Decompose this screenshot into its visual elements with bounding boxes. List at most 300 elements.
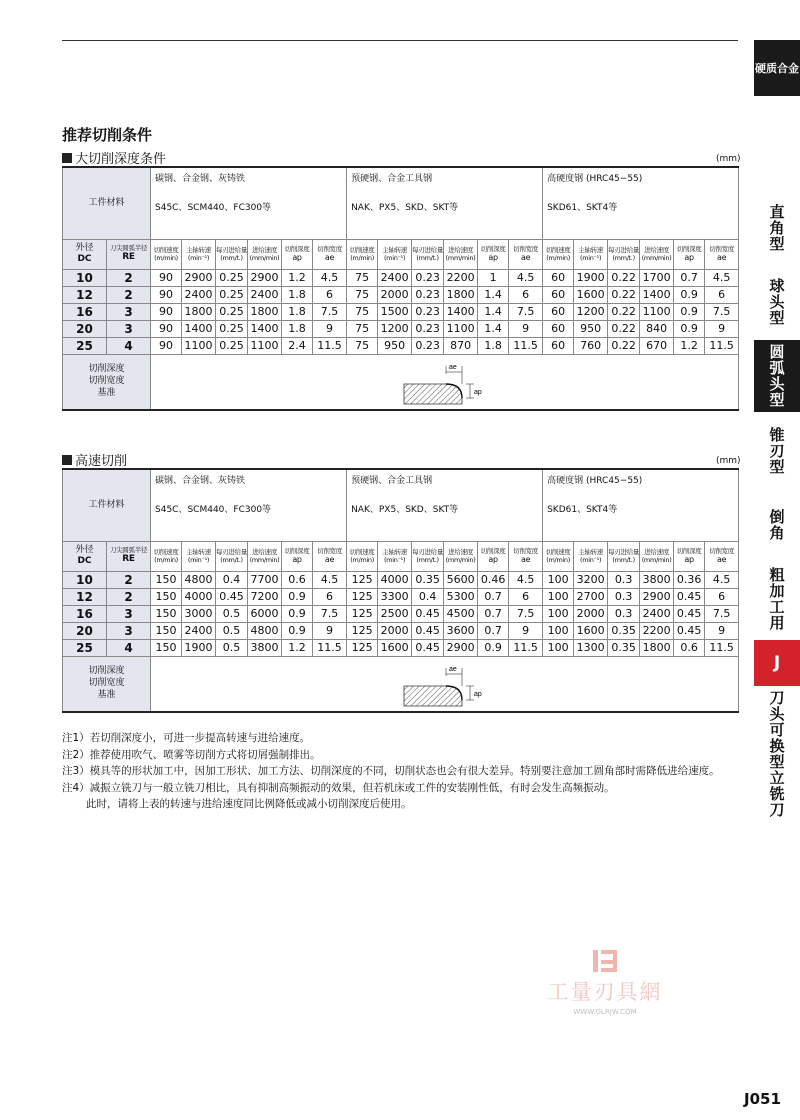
value-cell: 100 xyxy=(543,605,574,622)
column-header-feed-per-tooth: 每刃进给量 (mm/t.) xyxy=(216,541,248,571)
dc-cell: 25 xyxy=(63,337,107,354)
material-group: 预硬钢、合金工具钢 NAK、PX5、SKD、SKT等 xyxy=(347,469,543,541)
ae-label: ae xyxy=(448,665,457,673)
top-rule xyxy=(62,40,738,41)
value-cell: 4500 xyxy=(444,605,478,622)
value-cell: 1700 xyxy=(640,269,674,286)
column-header-speed: 切削速度 (m/min) xyxy=(151,541,182,571)
value-cell: 150 xyxy=(151,605,182,622)
column-header-ap: 切削深度 ap xyxy=(282,541,313,571)
side-tab-carbide[interactable]: 硬质合金 xyxy=(754,40,800,96)
cutting-conditions-table xyxy=(62,468,739,713)
value-cell: 60 xyxy=(543,286,574,303)
column-header-speed: 切削速度 (m/min) xyxy=(543,239,574,269)
data-rows xyxy=(63,571,739,656)
material-group: 碳钢、合金钢、灰铸铁 S45C、SCM440、FC300等 xyxy=(151,469,347,541)
column-header-ap: 切削深度 ap xyxy=(674,239,705,269)
value-cell: 7200 xyxy=(248,588,282,605)
value-cell: 1.8 xyxy=(282,286,313,303)
value-cell: 11.5 xyxy=(705,639,739,656)
value-cell: 1100 xyxy=(640,303,674,320)
side-tab-chamfer[interactable]: 倒角 xyxy=(767,509,786,541)
value-cell: 0.7 xyxy=(478,622,509,639)
value-cell: 1.8 xyxy=(282,320,313,337)
value-cell: 0.45 xyxy=(412,622,444,639)
re-cell: 2 xyxy=(107,286,151,303)
value-cell: 4.5 xyxy=(705,269,739,286)
value-cell: 1200 xyxy=(574,303,608,320)
value-cell: 9 xyxy=(509,320,543,337)
value-cell: 4800 xyxy=(182,571,216,588)
value-cell: 100 xyxy=(543,639,574,656)
cutting-depth-diagram xyxy=(390,664,500,708)
column-header-ae: 切削宽度 ae xyxy=(313,541,347,571)
value-cell: 11.5 xyxy=(313,337,347,354)
cutting-conditions-table xyxy=(62,166,739,411)
value-cell: 125 xyxy=(347,622,378,639)
value-cell: 1800 xyxy=(182,303,216,320)
value-cell: 75 xyxy=(347,320,378,337)
value-cell: 4000 xyxy=(182,588,216,605)
notes xyxy=(62,730,720,813)
value-cell: 2400 xyxy=(248,286,282,303)
re-cell: 4 xyxy=(107,337,151,354)
dc-header: 外径 DC xyxy=(63,541,107,571)
re-cell: 2 xyxy=(107,571,151,588)
column-header-ae: 切削宽度 ae xyxy=(509,541,543,571)
value-cell: 0.4 xyxy=(412,588,444,605)
value-cell: 9 xyxy=(509,622,543,639)
value-cell: 0.5 xyxy=(216,639,248,656)
re-cell: 3 xyxy=(107,303,151,320)
side-tab-square[interactable]: 直角型 xyxy=(767,204,786,252)
value-cell: 5600 xyxy=(444,571,478,588)
value-cell: 2500 xyxy=(378,605,412,622)
value-cell: 3600 xyxy=(444,622,478,639)
value-cell: 11.5 xyxy=(313,639,347,656)
value-cell: 11.5 xyxy=(509,337,543,354)
value-cell: 9 xyxy=(313,320,347,337)
column-header-feed-per-tooth: 每刃进给量 (mm/t.) xyxy=(412,239,444,269)
value-cell: 2400 xyxy=(640,605,674,622)
value-cell: 0.3 xyxy=(608,571,640,588)
value-cell: 1400 xyxy=(444,303,478,320)
material-header: 工件材料 xyxy=(63,167,151,239)
dc-cell: 16 xyxy=(63,605,107,622)
re-cell: 4 xyxy=(107,639,151,656)
re-cell: 3 xyxy=(107,622,151,639)
value-cell: 2000 xyxy=(574,605,608,622)
value-cell: 0.25 xyxy=(216,337,248,354)
value-cell: 2200 xyxy=(444,269,478,286)
table-row xyxy=(63,303,739,320)
logo-mark-icon xyxy=(589,948,621,974)
reference-diagram-cell xyxy=(151,354,739,410)
value-cell: 150 xyxy=(151,588,182,605)
value-cell: 6 xyxy=(705,286,739,303)
column-header-feed-rate: 进给速度 (mm/min) xyxy=(248,239,282,269)
note-item: 此时，请将上表的转速与进给速度同比例降低或减小切削深度后使用。 xyxy=(86,798,412,810)
material-group: 高硬度钢 (HRC45−55) SKD61、SKT4等 xyxy=(543,167,739,239)
value-cell: 150 xyxy=(151,571,182,588)
column-header-rpm: 主轴转速 (min⁻¹) xyxy=(182,541,216,571)
value-cell: 1400 xyxy=(640,286,674,303)
column-header-rpm: 主轴转速 (min⁻¹) xyxy=(378,239,412,269)
value-cell: 100 xyxy=(543,588,574,605)
value-cell: 0.23 xyxy=(412,320,444,337)
value-cell: 1200 xyxy=(378,320,412,337)
column-header-feed-per-tooth: 每刃进给量 (mm/t.) xyxy=(608,541,640,571)
re-header: 刀尖圆弧半径 RE xyxy=(107,239,151,269)
column-header-ae: 切削宽度 ae xyxy=(705,239,739,269)
value-cell: 0.22 xyxy=(608,286,640,303)
ap-label: ap xyxy=(473,690,482,698)
value-cell: 1300 xyxy=(574,639,608,656)
value-cell: 1600 xyxy=(378,639,412,656)
re-cell: 2 xyxy=(107,588,151,605)
value-cell: 0.25 xyxy=(216,286,248,303)
value-cell: 1400 xyxy=(248,320,282,337)
value-cell: 0.22 xyxy=(608,303,640,320)
value-cell: 2900 xyxy=(444,639,478,656)
value-cell: 90 xyxy=(151,337,182,354)
column-header-ae: 切削宽度 ae xyxy=(705,541,739,571)
value-cell: 4.5 xyxy=(705,571,739,588)
value-cell: 1.8 xyxy=(282,303,313,320)
value-cell: 2700 xyxy=(574,588,608,605)
value-cell: 0.25 xyxy=(216,320,248,337)
re-cell: 2 xyxy=(107,269,151,286)
value-cell: 4.5 xyxy=(509,571,543,588)
value-cell: 1800 xyxy=(248,303,282,320)
value-cell: 7.5 xyxy=(313,605,347,622)
ae-label: ae xyxy=(448,363,457,371)
column-header-feed-rate: 进给速度 (mm/min) xyxy=(640,541,674,571)
value-cell: 0.45 xyxy=(216,588,248,605)
value-cell: 125 xyxy=(347,605,378,622)
value-cell: 0.45 xyxy=(674,622,705,639)
value-cell: 6000 xyxy=(248,605,282,622)
value-cell: 0.5 xyxy=(216,605,248,622)
column-header-speed: 切削速度 (m/min) xyxy=(347,541,378,571)
value-cell: 0.25 xyxy=(216,303,248,320)
value-cell: 4800 xyxy=(248,622,282,639)
value-cell: 7.5 xyxy=(705,605,739,622)
column-header-feed-per-tooth: 每刃进给量 (mm/t.) xyxy=(412,541,444,571)
value-cell: 0.9 xyxy=(674,303,705,320)
value-cell: 4.5 xyxy=(313,571,347,588)
column-header-rpm: 主轴转速 (min⁻¹) xyxy=(574,541,608,571)
value-cell: 0.5 xyxy=(216,622,248,639)
dc-cell: 16 xyxy=(63,303,107,320)
value-cell: 5300 xyxy=(444,588,478,605)
value-cell: 1.2 xyxy=(282,639,313,656)
value-cell: 0.9 xyxy=(282,588,313,605)
column-header-feed-rate: 进给速度 (mm/min) xyxy=(444,239,478,269)
value-cell: 1.4 xyxy=(478,286,509,303)
value-cell: 2900 xyxy=(640,588,674,605)
value-cell: 1.2 xyxy=(674,337,705,354)
column-header-speed: 切削速度 (m/min) xyxy=(543,541,574,571)
value-cell: 2400 xyxy=(182,286,216,303)
value-cell: 7.5 xyxy=(509,605,543,622)
section-title: 大切削深度条件 xyxy=(62,148,166,167)
side-tab-indexable[interactable]: 刀头可换型立铣刀 xyxy=(767,690,786,818)
column-header-feed-rate: 进给速度 (mm/min) xyxy=(248,541,282,571)
value-cell: 0.22 xyxy=(608,337,640,354)
value-cell: 3300 xyxy=(378,588,412,605)
side-tab-roughing[interactable]: 粗加工用 xyxy=(767,567,786,631)
value-cell: 0.45 xyxy=(412,605,444,622)
reference-label: 切削深度 切削宽度 基准 xyxy=(63,656,151,712)
value-cell: 1.8 xyxy=(478,337,509,354)
value-cell: 6 xyxy=(313,286,347,303)
watermark-text: 工量刃具網 xyxy=(547,980,663,1004)
value-cell: 0.9 xyxy=(478,639,509,656)
value-cell: 1100 xyxy=(248,337,282,354)
value-cell: 6 xyxy=(509,286,543,303)
value-cell: 6 xyxy=(705,588,739,605)
note-item: 注4）减振立铣刀与一般立铣刀相比，具有抑制高频振动的效果，但若机床或工件的安装刚性低，有时会发生高频振动。 xyxy=(62,781,615,794)
value-cell: 3000 xyxy=(182,605,216,622)
value-cell: 1.4 xyxy=(478,303,509,320)
column-header-rpm: 主轴转速 (min⁻¹) xyxy=(182,239,216,269)
value-cell: 9 xyxy=(705,320,739,337)
value-cell: 870 xyxy=(444,337,478,354)
dc-cell: 20 xyxy=(63,320,107,337)
value-cell: 1400 xyxy=(182,320,216,337)
value-cell: 950 xyxy=(378,337,412,354)
dc-header: 外径 DC xyxy=(63,239,107,269)
value-cell: 7.5 xyxy=(705,303,739,320)
dc-cell: 25 xyxy=(63,639,107,656)
square-bullet-icon xyxy=(62,153,72,163)
value-cell: 0.7 xyxy=(674,269,705,286)
value-cell: 75 xyxy=(347,303,378,320)
value-cell: 6 xyxy=(509,588,543,605)
value-cell: 0.7 xyxy=(478,605,509,622)
value-cell: 150 xyxy=(151,639,182,656)
column-header-rpm: 主轴转速 (min⁻¹) xyxy=(378,541,412,571)
column-header-feed-rate: 进给速度 (mm/min) xyxy=(640,239,674,269)
value-cell: 0.23 xyxy=(412,303,444,320)
value-cell: 2400 xyxy=(378,269,412,286)
dc-cell: 20 xyxy=(63,622,107,639)
value-cell: 1600 xyxy=(574,286,608,303)
value-cell: 0.9 xyxy=(282,605,313,622)
value-cell: 125 xyxy=(347,588,378,605)
value-cell: 0.35 xyxy=(608,622,640,639)
value-cell: 6 xyxy=(313,588,347,605)
page-title: 推荐切削条件 xyxy=(62,126,153,144)
value-cell: 1100 xyxy=(444,320,478,337)
column-header-ap: 切削深度 ap xyxy=(674,541,705,571)
value-cell: 3800 xyxy=(640,571,674,588)
value-cell: 4.5 xyxy=(509,269,543,286)
value-cell: 0.9 xyxy=(674,286,705,303)
value-cell: 60 xyxy=(543,269,574,286)
watermark-url: WWW.GLRJW.COM xyxy=(573,1008,637,1016)
watermark-logo xyxy=(589,948,621,974)
re-cell: 3 xyxy=(107,605,151,622)
value-cell: 60 xyxy=(543,337,574,354)
value-cell: 2200 xyxy=(640,622,674,639)
side-tab-j[interactable]: J xyxy=(754,640,800,686)
value-cell: 1 xyxy=(478,269,509,286)
value-cell: 1600 xyxy=(574,622,608,639)
value-cell: 75 xyxy=(347,337,378,354)
value-cell: 760 xyxy=(574,337,608,354)
table-row xyxy=(63,639,739,656)
cutting-depth-diagram xyxy=(390,362,500,406)
note-item: 注1）若切削深度小，可进一步提高转速与进给速度。 xyxy=(62,732,311,744)
value-cell: 1900 xyxy=(182,639,216,656)
reference-diagram-cell xyxy=(151,656,739,712)
value-cell: 9 xyxy=(705,622,739,639)
page-number: J051 xyxy=(744,1090,781,1108)
value-cell: 0.22 xyxy=(608,320,640,337)
ap-label: ap xyxy=(473,388,482,396)
column-header-feed-per-tooth: 每刃进给量 (mm/t.) xyxy=(608,239,640,269)
value-cell: 75 xyxy=(347,286,378,303)
value-cell: 0.3 xyxy=(608,605,640,622)
value-cell: 2400 xyxy=(182,622,216,639)
material-header: 工件材料 xyxy=(63,469,151,541)
side-tab-radius[interactable]: 圆弧头型 xyxy=(754,340,800,412)
value-cell: 0.23 xyxy=(412,286,444,303)
table-row xyxy=(63,269,739,286)
column-header-ap: 切削深度 ap xyxy=(478,541,509,571)
value-cell: 0.9 xyxy=(282,622,313,639)
value-cell: 1900 xyxy=(574,269,608,286)
re-header: 刀尖圆弧半径 RE xyxy=(107,541,151,571)
value-cell: 1800 xyxy=(444,286,478,303)
unit-label: (mm) xyxy=(716,154,741,164)
reference-label: 切削深度 切削宽度 基准 xyxy=(63,354,151,410)
value-cell: 670 xyxy=(640,337,674,354)
value-cell: 0.4 xyxy=(216,571,248,588)
value-cell: 0.22 xyxy=(608,269,640,286)
value-cell: 75 xyxy=(347,269,378,286)
value-cell: 4000 xyxy=(378,571,412,588)
re-cell: 3 xyxy=(107,320,151,337)
value-cell: 840 xyxy=(640,320,674,337)
value-cell: 2900 xyxy=(248,269,282,286)
value-cell: 1.4 xyxy=(478,320,509,337)
value-cell: 1500 xyxy=(378,303,412,320)
table-row xyxy=(63,605,739,622)
value-cell: 950 xyxy=(574,320,608,337)
value-cell: 100 xyxy=(543,571,574,588)
value-cell: 60 xyxy=(543,303,574,320)
value-cell: 0.23 xyxy=(412,269,444,286)
column-header-speed: 切削速度 (m/min) xyxy=(151,239,182,269)
value-cell: 0.7 xyxy=(478,588,509,605)
column-header-speed: 切削速度 (m/min) xyxy=(347,239,378,269)
side-tab-taper[interactable]: 锥刃型 xyxy=(767,427,786,475)
table-row xyxy=(63,337,739,354)
table-row xyxy=(63,571,739,588)
value-cell: 2000 xyxy=(378,286,412,303)
value-cell: 4.5 xyxy=(313,269,347,286)
column-header-ae: 切削宽度 ae xyxy=(313,239,347,269)
material-group: 预硬钢、合金工具钢 NAK、PX5、SKD、SKT等 xyxy=(347,167,543,239)
value-cell: 1.2 xyxy=(282,269,313,286)
watermark xyxy=(540,948,670,1016)
note-item: 注3）模具等的形状加工中，因加工形状、加工方法、切削深度的不同，切削状态也会有很大差异。特别要注意加工圆角部时需降低进给速度。 xyxy=(62,765,720,777)
column-header-ap: 切削深度 ap xyxy=(282,239,313,269)
value-cell: 7.5 xyxy=(509,303,543,320)
value-cell: 2900 xyxy=(182,269,216,286)
value-cell: 0.25 xyxy=(216,269,248,286)
dc-cell: 12 xyxy=(63,588,107,605)
column-header-ae: 切削宽度 ae xyxy=(509,239,543,269)
column-header-feed-per-tooth: 每刃进给量 (mm/t.) xyxy=(216,239,248,269)
value-cell: 9 xyxy=(313,622,347,639)
value-cell: 90 xyxy=(151,320,182,337)
value-cell: 11.5 xyxy=(509,639,543,656)
section-title: 高速切削 xyxy=(62,450,127,469)
value-cell: 0.36 xyxy=(674,571,705,588)
table-row xyxy=(63,588,739,605)
material-group: 碳钢、合金钢、灰铸铁 S45C、SCM440、FC300等 xyxy=(151,167,347,239)
value-cell: 90 xyxy=(151,286,182,303)
material-group: 高硬度钢 (HRC45−55) SKD61、SKT4等 xyxy=(543,469,739,541)
value-cell: 150 xyxy=(151,622,182,639)
value-cell: 0.6 xyxy=(282,571,313,588)
value-cell: 100 xyxy=(543,622,574,639)
value-cell: 125 xyxy=(347,571,378,588)
value-cell: 3800 xyxy=(248,639,282,656)
value-cell: 60 xyxy=(543,320,574,337)
dc-cell: 10 xyxy=(63,269,107,286)
note-item: 注2）推荐使用吹气、喷雾等切削方式将切屑强制排出。 xyxy=(62,748,321,761)
table-row xyxy=(63,622,739,639)
value-cell: 0.45 xyxy=(412,639,444,656)
value-cell: 0.46 xyxy=(478,571,509,588)
value-cell: 11.5 xyxy=(705,337,739,354)
value-cell: 7700 xyxy=(248,571,282,588)
value-cell: 0.23 xyxy=(412,337,444,354)
dc-cell: 12 xyxy=(63,286,107,303)
value-cell: 7.5 xyxy=(313,303,347,320)
value-cell: 0.45 xyxy=(674,605,705,622)
square-bullet-icon xyxy=(62,455,72,465)
value-cell: 3200 xyxy=(574,571,608,588)
value-cell: 0.6 xyxy=(674,639,705,656)
unit-label: (mm) xyxy=(716,456,741,466)
column-header-feed-rate: 进给速度 (mm/min) xyxy=(444,541,478,571)
value-cell: 2000 xyxy=(378,622,412,639)
side-tab-ball[interactable]: 球头型 xyxy=(767,278,786,326)
value-cell: 0.3 xyxy=(608,588,640,605)
data-rows xyxy=(63,269,739,354)
value-cell: 90 xyxy=(151,269,182,286)
column-header-rpm: 主轴转速 (min⁻¹) xyxy=(574,239,608,269)
value-cell: 125 xyxy=(347,639,378,656)
value-cell: 0.9 xyxy=(674,320,705,337)
value-cell: 0.35 xyxy=(608,639,640,656)
table-row xyxy=(63,320,739,337)
value-cell: 0.35 xyxy=(412,571,444,588)
table-row xyxy=(63,286,739,303)
value-cell: 1800 xyxy=(640,639,674,656)
value-cell: 0.45 xyxy=(674,588,705,605)
value-cell: 1100 xyxy=(182,337,216,354)
column-header-ap: 切削深度 ap xyxy=(478,239,509,269)
value-cell: 2.4 xyxy=(282,337,313,354)
dc-cell: 10 xyxy=(63,571,107,588)
